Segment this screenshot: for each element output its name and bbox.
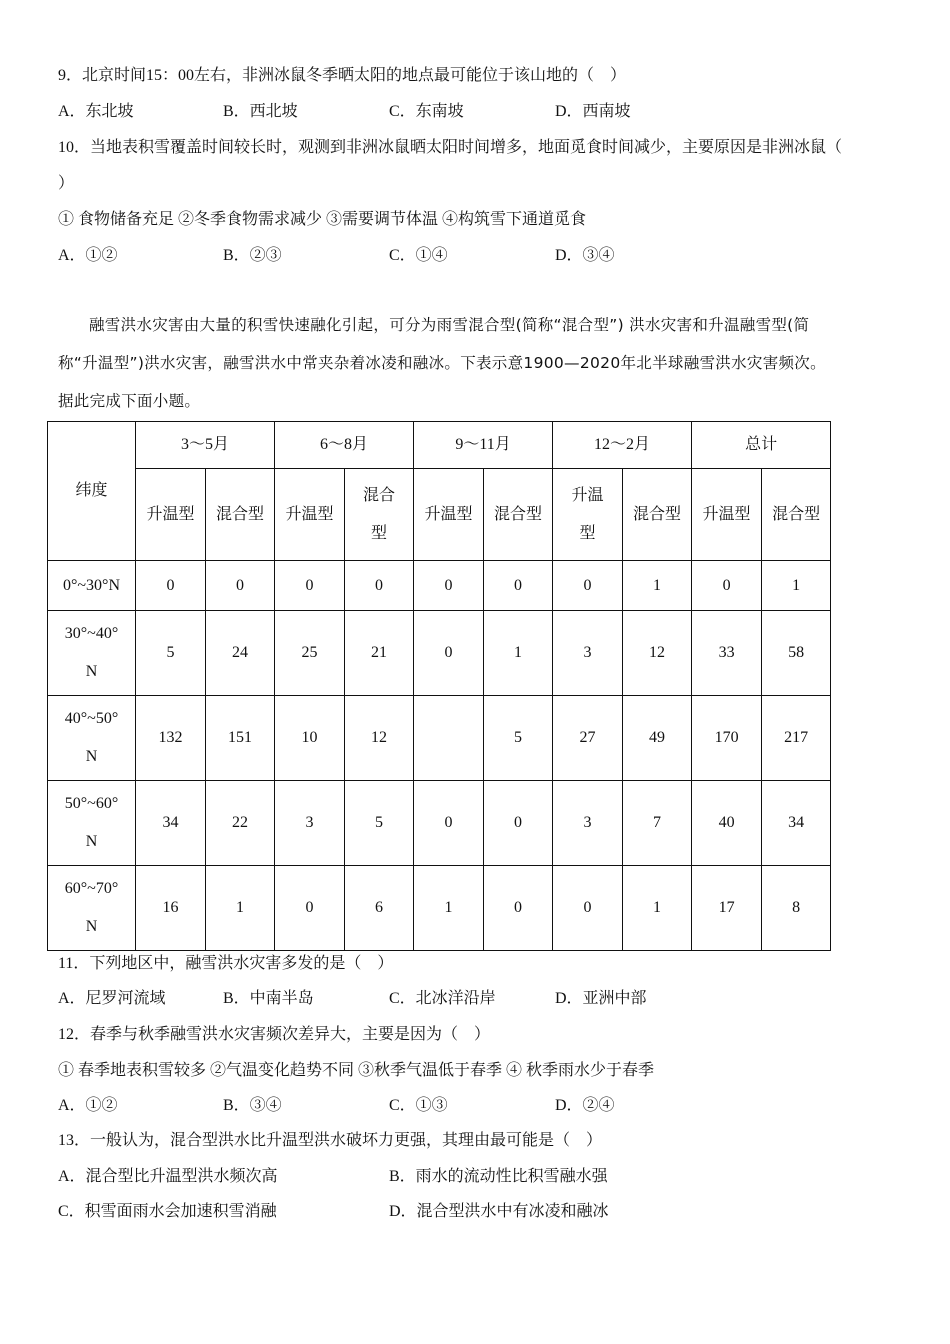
data-cell: 0 [136,561,206,611]
data-cell: 132 [136,696,206,781]
q10-option-c[interactable]: C．①④ [389,247,448,264]
data-cell: 0 [484,866,553,951]
subheader-cell: 混合型 [206,469,275,561]
q10-option-d[interactable]: D．③④ [555,247,615,264]
data-cell: 25 [275,611,345,696]
subheader-cell: 升温型 [136,469,206,561]
data-cell: 5 [136,611,206,696]
q9-option-b[interactable]: B．西北坡 [223,103,298,120]
q11-option-d[interactable]: D．亚洲中部 [555,990,647,1007]
row-latitude [48,561,136,611]
data-cell: 1 [623,866,692,951]
q13-stem: 13．一般认为，混合型洪水比升温型洪水破坏力更强，其理由最可能是（ ） [58,1132,603,1149]
q10-option-a[interactable]: A．①② [58,247,118,264]
passage-line1: 融雪洪水灾害由大量的积雪快速融化引起，可分为雨雪混合型(简称“混合型”) 洪水灾害和升温融雪型(简 [89,316,810,334]
q13-option-d[interactable]: D．混合型洪水中有冰凌和融冰 [389,1203,609,1220]
data-cell: 34 [762,781,831,866]
data-cell: 0 [414,781,484,866]
data-cell: 170 [692,696,762,781]
q12-choices: ① 春季地表积雪较多 ②气温变化趋势不同 ③秋季气温低于春季 ④ 秋季雨水少于春季 [58,1062,655,1079]
q11-stem: 11．下列地区中，融雪洪水灾害多发的是（ ） [58,955,394,972]
row-latitude [48,866,136,951]
q13-option-c[interactable]: C．积雪面雨水会加速积雪消融 [58,1203,277,1220]
data-cell: 3 [553,781,623,866]
q9-option-c[interactable]: C．东南坡 [389,103,464,120]
latitude-line: 30°~40° [64,625,119,642]
subheader-cell-wrapped [553,469,623,561]
data-cell: 0 [553,866,623,951]
latitude-line: N [85,918,98,935]
q12-option-d[interactable]: D．②④ [555,1097,615,1114]
data-cell: 1 [206,866,275,951]
q10-choices: ① 食物储备充足 ②冬季食物需求减少 ③需要调节体温 ④构筑雪下通道觅食 [58,211,587,228]
q10-stem-line2: ） [58,175,75,192]
data-cell: 17 [692,866,762,951]
q13-option-b[interactable]: B．雨水的流动性比积雪融水强 [389,1168,608,1185]
header-period-total: 总计 [692,422,831,469]
table-row [48,866,831,951]
subheader-cell: 升温型 [692,469,762,561]
table-header-row [48,422,831,469]
latitude-text: 0°~30°N [62,576,120,594]
data-cell: 0 [484,781,553,866]
subheader-cell: 混合型 [762,469,831,561]
data-cell: 12 [345,696,414,781]
table-row [48,611,831,696]
data-cell: 3 [275,781,345,866]
latitude-line: 60°~70° [64,880,119,897]
latitude-line: N [85,748,98,765]
q12-option-a[interactable]: A．①② [58,1097,118,1114]
subheader-cell-wrapped [345,469,414,561]
subheader-wrap-line: 升温 [571,486,604,504]
flood-frequency-table [47,421,831,951]
data-cell: 0 [414,611,484,696]
data-cell: 1 [414,866,484,951]
q11-option-c[interactable]: C．北冰洋沿岸 [389,990,496,1007]
passage [58,306,893,420]
data-cell: 0 [692,561,762,611]
q12-option-c[interactable]: C．①③ [389,1097,448,1114]
q9-option-d[interactable]: D．西南坡 [555,103,631,120]
data-cell: 24 [206,611,275,696]
latitude-line: N [85,663,98,680]
subheader-cell: 混合型 [484,469,553,561]
latitude-line: 50°~60° [64,795,119,812]
data-cell [414,696,484,781]
data-cell: 10 [275,696,345,781]
data-cell: 33 [692,611,762,696]
data-cell: 8 [762,866,831,951]
latitude-line: 40°~50° [64,710,119,727]
data-cell: 5 [484,696,553,781]
q10-option-b[interactable]: B．②③ [223,247,282,264]
q12-stem: 12．春季与秋季融雪洪水灾害频次差异大，主要是因为（ ） [58,1026,491,1043]
row-latitude [48,611,136,696]
passage-line3: 据此完成下面小题。 [58,392,201,410]
data-cell: 217 [762,696,831,781]
data-cell: 3 [553,611,623,696]
data-cell: 0 [553,561,623,611]
subheader-wrap-line: 混合 [363,486,396,504]
table-row [48,781,831,866]
data-cell: 6 [345,866,414,951]
subheader-cell: 升温型 [275,469,345,561]
data-cell: 22 [206,781,275,866]
data-cell: 0 [484,561,553,611]
row-latitude [48,696,136,781]
table-corner-latitude: 纬度 [48,422,136,561]
data-cell: 0 [345,561,414,611]
data-cell: 1 [762,561,831,611]
subheader-wrap-line: 型 [579,524,596,542]
q10-stem-line1: 10．当地表积雪覆盖时间较长时，观测到非洲冰鼠晒太阳时间增多，地面觅食时间减少，主要原因是非洲冰鼠（ [58,139,843,156]
data-cell: 151 [206,696,275,781]
data-cell: 16 [136,866,206,951]
data-cell: 49 [623,696,692,781]
data-cell: 58 [762,611,831,696]
header-period-winter: 12～2月 [553,422,692,469]
data-cell: 0 [206,561,275,611]
header-period-spring: 3～5月 [136,422,275,469]
table-row [48,696,831,781]
q12-option-b[interactable]: B．③④ [223,1097,282,1114]
data-cell: 5 [345,781,414,866]
data-cell: 0 [414,561,484,611]
data-cell: 7 [623,781,692,866]
data-cell: 40 [692,781,762,866]
header-period-autumn: 9～11月 [414,422,553,469]
header-period-summer: 6～8月 [275,422,414,469]
latitude-line: N [85,833,98,850]
data-cell: 1 [623,561,692,611]
subheader-cell: 混合型 [623,469,692,561]
q11-option-b[interactable]: B．中南半岛 [223,990,314,1007]
data-cell: 1 [484,611,553,696]
q13-option-a[interactable]: A．混合型比升温型洪水频次高 [58,1168,278,1185]
data-cell: 34 [136,781,206,866]
table-subheader-row [48,469,831,561]
data-cell: 12 [623,611,692,696]
data-cell: 0 [275,866,345,951]
q9-stem: 9．北京时间15：00左右，非洲冰鼠冬季晒太阳的地点最可能位于该山地的（ ） [58,67,627,84]
data-cell: 0 [275,561,345,611]
passage-line2: 称“升温型”)洪水灾害，融雪洪水中常夹杂着冰凌和融冰。下表示意1900—2020年北半球融雪洪水灾害频次。 [58,354,826,372]
table-row [48,561,831,611]
data-cell: 27 [553,696,623,781]
row-latitude [48,781,136,866]
data-cell: 21 [345,611,414,696]
subheader-wrap-line: 型 [371,524,388,542]
subheader-cell: 升温型 [414,469,484,561]
q9-option-a[interactable]: A．东北坡 [58,103,134,120]
q11-option-a[interactable]: A．尼罗河流域 [58,990,166,1007]
